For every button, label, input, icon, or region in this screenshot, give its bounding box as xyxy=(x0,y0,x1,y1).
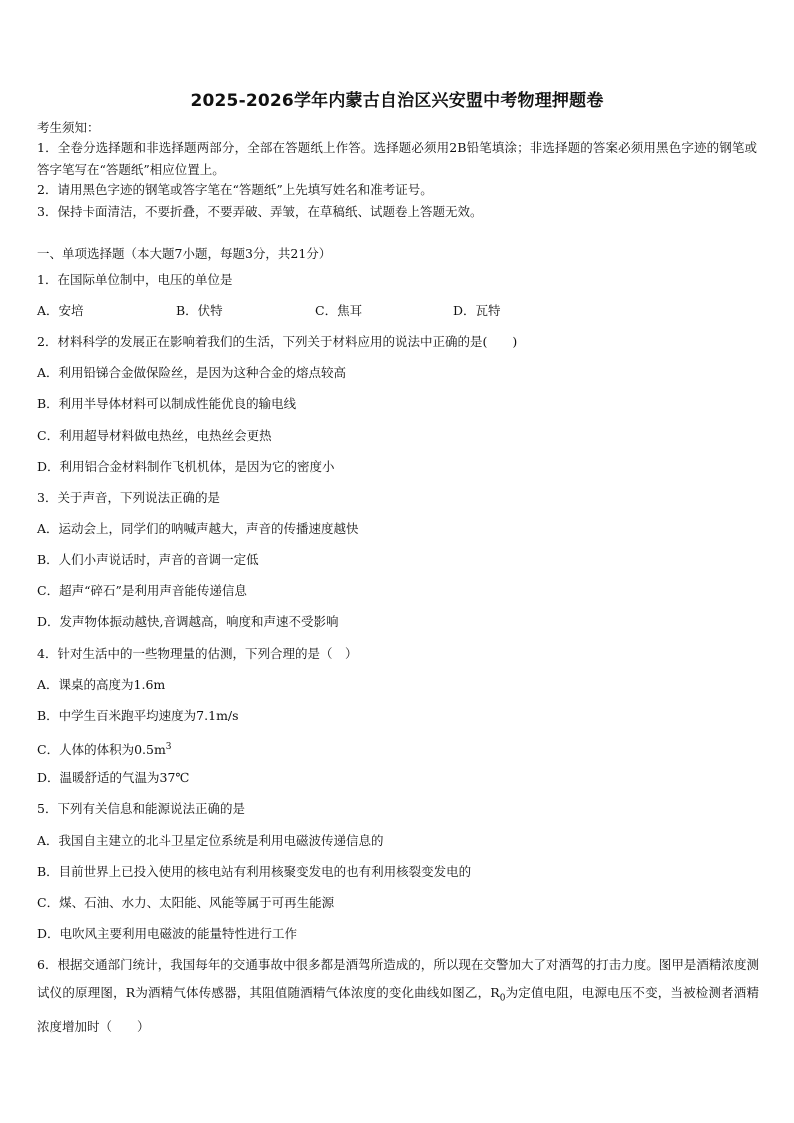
question-3-option-a: A．运动会上，同学们的呐喊声越大，声音的传播速度越快 xyxy=(37,521,359,536)
r0-subscript: 0 xyxy=(499,993,506,1004)
cubic-superscript: 3 xyxy=(165,742,172,752)
question-5-option-b: B．目前世界上已投入使用的核电站有利用核聚变发电的也有利用核裂变发电的 xyxy=(37,864,472,879)
question-2-option-c: C．利用超导材料做电热丝，电热丝会更热 xyxy=(37,428,272,443)
question-5-option-d: D．电吹风主要利用电磁波的能量特性进行工作 xyxy=(37,926,298,941)
question-4-option-b: B．中学生百米跑平均速度为7.1m/s xyxy=(37,708,239,723)
question-4-stem: 4．针对生活中的一些物理量的估测，下列合理的是（ ） xyxy=(37,646,358,661)
question-5-stem: 5．下列有关信息和能源说法正确的是 xyxy=(37,801,245,816)
question-4-option-c-text: C．人体的体积为0.5m xyxy=(37,742,166,758)
question-4-option-d: D．温暖舒适的气温为37℃ xyxy=(37,770,190,785)
page-title: 2025-2026学年内蒙古自治区兴安盟中考物理押题卷 xyxy=(190,91,604,111)
question-6-stem-part-1: 6．根据交通部门统计，我国每年的交通事故中很多都是酒驾所造成的，所以现在交警加大了对酒驾的打击力度。图甲是酒精浓度测试仪的原理图，R为酒精气体传感器，其阻值随酒精气体浓度的变化曲线如图乙，R xyxy=(37,957,759,1000)
question-1-stem: 1．在国际单位制中，电压的单位是 xyxy=(37,272,233,287)
question-1-option-a: A．安培 xyxy=(37,303,84,318)
question-6-stem-part-2: 为定值电阻，电源电压不变，当被检测者酒精浓度增加时（ ） xyxy=(37,985,759,1034)
notice-item-2: 2．请用黑色字迹的钢笔或答字笔在“答题纸”上先填写姓名和准考证号。 xyxy=(37,182,433,197)
question-1-option-c: C．焦耳 xyxy=(315,303,363,318)
notice-item-3: 3．保持卡面清洁，不要折叠，不要弄破、弄皱，在草稿纸、试题卷上答题无效。 xyxy=(37,204,483,219)
question-4-option-a: A．课桌的高度为1.6m xyxy=(37,677,166,692)
notice-heading: 考生须知： xyxy=(37,120,100,135)
question-5-option-c: C．煤、石油、水力、太阳能、风能等属于可再生能源 xyxy=(37,895,335,910)
question-3-option-d: D．发声物体振动越快,音调越高，响度和声速不受影响 xyxy=(37,614,339,629)
question-3-option-c: C．超声“碎石”是利用声音能传递信息 xyxy=(37,583,247,598)
question-1-option-d: D．瓦特 xyxy=(453,303,501,318)
question-3-option-b: B．人们小声说话时，声音的音调一定低 xyxy=(37,552,259,567)
question-2-option-a: A．利用铅锑合金做保险丝，是因为这种合金的熔点较高 xyxy=(37,365,347,380)
question-6-stem xyxy=(37,951,759,1041)
question-2-option-d: D．利用铝合金材料制作飞机机体，是因为它的密度小 xyxy=(37,459,335,474)
section-heading: 一、单项选择题（本大题7小题，每题3分，共21分） xyxy=(37,246,332,261)
question-1-option-b: B．伏特 xyxy=(176,303,223,318)
question-2-stem: 2．材料科学的发展正在影响着我们的生活，下列关于材料应用的说法中正确的是( ) xyxy=(37,334,518,349)
notice-item-1: 1．全卷分选择题和非选择题两部分，全部在答题纸上作答。选择题必须用2B铅笔填涂；非选择题的答案必须用黑色字迹的钢笔或答字笔写在“答题纸”相应位置上。 xyxy=(37,140,757,177)
question-5-option-a: A．我国自主建立的北斗卫星定位系统是利用电磁波传递信息的 xyxy=(37,833,384,848)
question-2-option-b: B．利用半导体材料可以制成性能优良的输电线 xyxy=(37,396,297,411)
question-4-option-c xyxy=(37,739,172,758)
question-3-stem: 3．关于声音，下列说法正确的是 xyxy=(37,490,220,505)
